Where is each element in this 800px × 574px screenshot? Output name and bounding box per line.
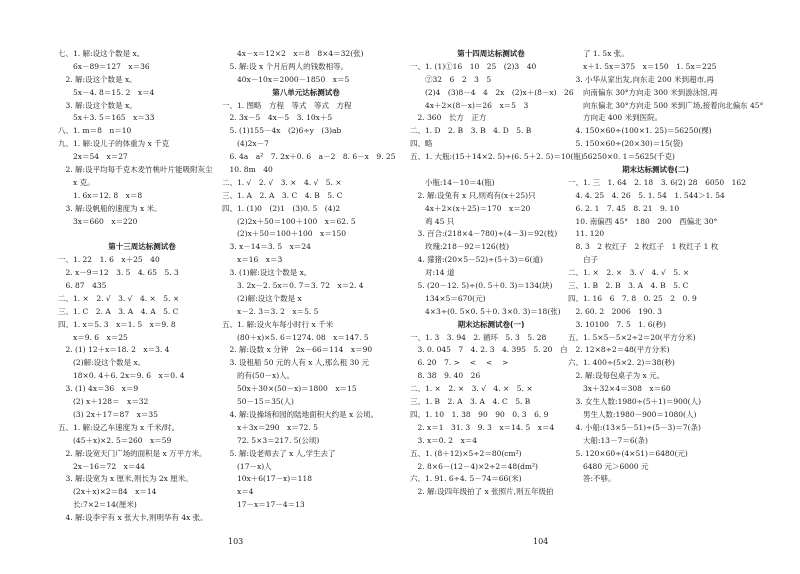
answer-line: 2. x＝1 31. 3 9. 3 x＝14. 5 x＝4 xyxy=(410,422,555,432)
answer-line: 3. (1)解:设这个数是 x。 xyxy=(222,268,312,278)
answer-line: 2. x－9＝12 3. 5 4. 65 5. 3 xyxy=(58,268,179,278)
answer-line: 2. 60. 2 2006 190. 3 xyxy=(568,306,663,316)
answer-line: 五、1. 大瓶:(15＋14×2. 5)÷(6. 5＋2. 5)＝10(瓶) xyxy=(410,152,584,162)
answer-line: 白子 xyxy=(568,255,598,265)
answer-line: 四、1. 16 6 7. 8 0. 25 2 0. 9 xyxy=(568,293,697,303)
page-number-left: 103 xyxy=(228,537,244,546)
answer-line: 5. (20－12. 5)÷(0. 5＋0. 3)＝134(块) xyxy=(410,281,553,291)
answer-line: 3. 女生人数:1980÷(5＋1)＝900(人) xyxy=(568,397,701,407)
answer-line: 向东偏北 30°方向走 500 米到广场,接着向北偏东 45° xyxy=(568,100,764,110)
answer-line: 3. x＝0. 2 x＝4 xyxy=(410,435,478,445)
answer-line: 6. 87 435 xyxy=(58,281,107,291)
answer-line: 8. 3 2 枚红子 2 枚红子 1 枚红子 1 枚 xyxy=(568,242,719,252)
section-heading: 期末达标测试卷(二) xyxy=(622,165,689,175)
answer-line: 三、1. A 2. A 3. C 4. B 5. C xyxy=(222,190,343,200)
answer-line: 17－x＝17－4＝13 xyxy=(222,500,305,510)
answer-line: 九、1. 解:设儿子的体重为 x 千克 xyxy=(58,139,170,149)
answer-line: (80＋x)×5. 6＝1274. 08 x＝147. 5 xyxy=(222,332,369,342)
answer-line: 40x－10x＝2000－1850 x＝5 xyxy=(222,74,350,84)
answer-line: 六、1. 400÷(5×2. 2)＝38(秒) xyxy=(568,358,675,368)
answer-line: 2. 解:设宽天门广场的面积是 x 万平方米。 xyxy=(58,448,207,458)
answer-line: 5x－4. 8＝15. 2 x＝4 xyxy=(58,87,155,97)
answer-line: 四、略 xyxy=(410,139,433,149)
answer-line: (2)解:设这个数是 x xyxy=(222,293,302,303)
answer-line: 2. (1) 12＋x＝18. 2 x＝3. 4 xyxy=(58,345,170,355)
answer-line: 18×0. 4＋6. 2x＝9. 6 x＝0. 4 xyxy=(58,371,185,381)
answer-line: ②32 6 2 3 5 xyxy=(410,74,492,84)
section-heading: 期末达标测试卷(一) xyxy=(457,319,525,329)
answer-line: 一、1. (1)①16 10 25 (2)3 40 xyxy=(410,61,537,71)
answer-line: 4×3÷(0. 5×0. 5＋0. 3×0. 3)＝18(张) xyxy=(410,306,561,316)
answer-line: 三、1. C 2. A 3. A 4. A 5. C xyxy=(58,306,179,316)
answer-line: 三、1. B 2. A 3. A 4. C 5. B xyxy=(410,397,531,407)
answer-line: 6x－89＝127 x＝36 xyxy=(58,61,150,71)
answer-line: 6. 2. 1 7. 45 8. 21 9. 10 xyxy=(568,203,680,213)
answer-line: (2)2x＋50＝100＋100 x＝62. 5 xyxy=(222,216,356,226)
answer-line: 二、1. √ 2. √ 3. × 4. √ 5. × xyxy=(222,177,342,187)
answer-line: 2. 解:设每包桌子为 x 元。 xyxy=(568,371,665,381)
answer-line: 2. 解:设这个数是 x。 xyxy=(58,74,137,84)
answer-line: 了 1. 5x 张。 xyxy=(568,49,629,58)
answer-line: 56250×0. 1＝5625(千克) xyxy=(568,152,675,162)
answer-line: 4. 4. 25 4. 26 5. 1. 54̇ 1. 54̇4＞1. 54 xyxy=(568,190,725,200)
answer-line: 五、1. (8＋12)×5÷2＝80(cm²) xyxy=(410,448,522,458)
answer-line: 10. 8m 40 xyxy=(222,165,273,175)
answer-line: 答:不够。 xyxy=(568,474,616,484)
answer-line: 四、1. x＝5. 3 x＝1. 5 x＝9. 8 xyxy=(58,319,176,329)
answer-line: 4. 150×60÷(100×1. 25)＝56250(棵) xyxy=(568,126,712,136)
answer-line: 小瓶:14－10＝4(瓶) xyxy=(410,177,495,187)
answer-line: x＝9. 6 x＝25 xyxy=(58,332,128,342)
answer-line: 5. 解:设老师去了 x 人,学生去了 xyxy=(222,448,336,458)
answer-line: 七、1. 解:设这个数是 x。 xyxy=(58,49,145,58)
answer-line: (45＋x)×2. 5＝260 x＝59 xyxy=(58,435,172,445)
answer-line: (2)4 (3)8－4 4 2x (2)x＋(8－x) 26 xyxy=(410,87,574,97)
answer-line: 二、1. × 2. √ 3. √ 4. × 5. × xyxy=(58,293,180,303)
answer-line: 五、1. 解:设火车每小时行 x 千米 xyxy=(222,319,334,329)
answer-line: x＋3x＝290 x＝72. 5 xyxy=(222,422,318,432)
section-heading: 第八单元达标测试卷 xyxy=(272,87,340,97)
answer-line: 3. (1) 4x＝36 x＝9 xyxy=(58,384,139,394)
answer-line: 4. 解:设操场和园的陆地面积大约是 x 公顷。 xyxy=(222,409,379,419)
answer-line: 72. 5×3＝217. 5(公顷) xyxy=(222,435,320,445)
answer-line: 3. 2x－2. 5x＝0. 7＝3. 72 x＝2. 4 xyxy=(222,281,364,291)
section-heading: 第十四周达标测试卷 xyxy=(457,49,525,58)
answer-line: 男生人数:1980－900＝1080(人) xyxy=(568,409,697,419)
answer-line: x－2. 3＝3. 2 x＝5. 5 xyxy=(222,306,319,316)
answer-line: 一、1. 三 1. 64 2. 18 3. 6(2) 28 6050 162 xyxy=(568,177,746,187)
answer-line: 2. 8×6－(12－4)×2÷2＝48(dm²) xyxy=(410,461,538,471)
answer-line: 3. 百合:(218×4－780)÷(4－3)＝92(枝) xyxy=(410,229,558,239)
answer-line: 5. (1)155－4x (2)6÷y (3)ab xyxy=(222,126,342,136)
answer-column-4 xyxy=(568,48,764,486)
answer-line: 2. 360 长方 正方 xyxy=(410,113,487,123)
answer-line: 5. 150×60÷(20×30)＝15(袋) xyxy=(568,139,684,149)
answer-line: 六、1. 91. 6÷4. 5－74＝66(米) xyxy=(410,474,522,484)
page-number-right: 104 xyxy=(533,537,549,546)
answer-line: (2)解:设这个数是 x。 xyxy=(58,358,146,368)
answer-line: 3. 0. 045 7 4. 2. 3 4. 395 5. 20 白 xyxy=(410,345,568,355)
answer-line: 4. 獴猪:(20×5－52)÷(5＋3)＝6(道) xyxy=(410,255,543,265)
answer-line: x＋1. 5x＝375 x＝150 1. 5x＝225 xyxy=(568,61,717,71)
answer-line: (4)2x－7 xyxy=(222,139,269,149)
answer-line xyxy=(410,164,572,177)
answer-line: 对:14 道 xyxy=(410,268,455,278)
answer-line: (2)x＋50＝100＋100 x＝150 xyxy=(222,229,347,239)
answer-line: 一、1. 图略 方程 等式 等式 方程 xyxy=(222,100,352,110)
answer-line xyxy=(58,228,216,241)
answer-line: 50x＋30×(50－x)＝1800 x＝15 xyxy=(222,384,357,394)
answer-line: 方向走 400 米到医院。 xyxy=(568,113,663,123)
answer-line: 二、1. × 2. × 3. √ 4. × 5. × xyxy=(410,384,533,394)
answer-line: 3x＋32×4＝308 x＝60 xyxy=(568,384,671,394)
answer-line: 二、1. × 2. × 3. √ 4. √ 5. × xyxy=(568,268,690,278)
answer-line: 50－15＝35(人) xyxy=(222,397,294,407)
answer-line: 三、1. B 2. B 3. A 4. B 5. C xyxy=(568,281,689,291)
answer-line: x 克。 xyxy=(58,177,95,187)
answer-line: 3x＝660 x＝220 xyxy=(58,216,138,226)
answer-line: 3. 解:设这个数是 x。 xyxy=(58,100,137,110)
answer-line: 八、1. m＝8 n＝10 xyxy=(58,126,132,136)
answer-line: 4. 解:设李宇有 x 张大卡,则明华有 4x 张。 xyxy=(58,513,208,523)
answer-line: x＝16 x＝3 xyxy=(222,255,283,265)
answer-line: (2) x＋128＝ x＝32 xyxy=(58,397,149,407)
answer-line: 大船:13－7＝6(条) xyxy=(568,435,648,445)
answer-line: 1. 6x＝12. 8 x＝8 xyxy=(58,190,143,200)
answer-line: 2. 3x－5 4x－5 3. 10x＋5 xyxy=(222,113,333,123)
answer-line: 玫瑰:218－92＝126(枝) xyxy=(410,242,510,252)
answer-column-2 xyxy=(222,48,396,512)
answer-line: 3. 解:设帆船的速度为 x 米。 xyxy=(58,203,162,213)
answer-line: 5. 120×60÷(4×51)＝6480(元) xyxy=(568,448,688,458)
answer-column-1 xyxy=(58,48,216,525)
answer-line: 6480 元＞6000 元 xyxy=(568,461,649,471)
answer-line: 3. 10100 7. 5 1. 6(秒) xyxy=(568,319,666,329)
answer-line: x＝4 xyxy=(222,487,254,497)
answer-line: 3. 小华从家出发,向东走 200 米到超市,再 xyxy=(568,74,714,84)
answer-line: 的有(50－x)人。 xyxy=(222,371,295,381)
answer-line: 2. 12×8÷2＝48(平方分米) xyxy=(568,345,670,355)
answer-line: 8. 38 9. 40 26 xyxy=(410,371,481,381)
answer-line: 10x＋6(17－x)＝118 xyxy=(222,474,312,484)
answer-line: 鸡 45 只 xyxy=(410,216,455,226)
answer-line: 2x－16＝72 x＝44 xyxy=(58,461,145,471)
answer-line: 四、1. (1)0 (2)1 (3)0. 5 (4)2 xyxy=(222,203,341,213)
answer-line: 3. 设租船 50 元的人有 x 人,那么租 30 元 xyxy=(222,358,370,368)
answer-line: (3) 2x＋17＝87 x＝35 xyxy=(58,409,158,419)
answer-line: 5x＋3. 5＝165 x＝33 xyxy=(58,113,155,123)
answer-line: 10. 南偏西 45° 180 200 西偏北 30° xyxy=(568,216,718,226)
answer-line: 11. 120 xyxy=(568,229,605,239)
answer-line: 一、1. 22 1. 6 x＋25 40 xyxy=(58,255,160,265)
answer-line: 2x＝54 x＝27 xyxy=(58,152,128,162)
answer-line: 5. 解:设 x 个月后两人的钱数相等。 xyxy=(222,61,349,71)
answer-line: 2. 解:设四年级拍了 x 张照片,则五年级拍 xyxy=(410,487,554,497)
answer-line: 6. 4a a² 7. 2x＋0. 6 a－2 8. 6－x 9. 25 xyxy=(222,152,396,162)
answer-line: 向南偏东 30°方向走 300 米到游泳馆,再 xyxy=(568,87,718,97)
answer-line: 2. 解:设数 x 分钟 2x－66＝114 x＝90 xyxy=(222,345,373,355)
answer-line: 五、1. 5×5－5×2÷2＝20(平方分米) xyxy=(568,332,696,342)
answer-line: 4x＋2×(x＋25)＝170 x＝20 xyxy=(410,203,531,213)
answer-line: 一、1. 3 3. 94 2. 循环 5. 3 5. 28 xyxy=(410,332,547,342)
answer-line: 五、1. 解:设乙车速度为 x 千米/时。 xyxy=(58,422,180,432)
answer-line: 4x＋2×(8－x)＝26 x＝5 3 xyxy=(410,100,529,110)
answer-line: 2. 解:设平均每千克木麦竹桃叶片能吸附灰尘 xyxy=(58,165,213,175)
answer-line: (17－x)人 xyxy=(222,461,272,471)
answer-line: 6. 20 7. > < < > xyxy=(410,358,519,368)
answer-line: 4x－x＝12×2 x＝8 8×4＝32(张) xyxy=(222,49,364,58)
answer-line: 四、1. 10 1. 38 90 90 0. 3 6. 9 xyxy=(410,409,549,419)
answer-line: 二、1. D 2. B 3. B 4. D 5. B xyxy=(410,126,532,136)
answer-line: 2. 解:设兔有 x 只,则鸡有(x＋25)只 xyxy=(410,190,536,200)
answer-line: 134×5＝670(元) xyxy=(410,293,486,303)
answer-line: 3. 解:设宽为 x 厘米,则长为 2x 厘米。 xyxy=(58,474,193,484)
answer-line: 4. 小船:(13×5－51)÷(5－3)＝7(条) xyxy=(568,422,701,432)
answer-line: (2x＋x)×2＝84 x＝14 xyxy=(58,487,157,497)
answer-line: 3. x－14＝3. 5 x＝24 xyxy=(222,242,311,252)
answer-line: 长:7×2＝14(厘米) xyxy=(58,500,137,510)
section-heading: 第十三周达标测试卷 xyxy=(108,242,176,252)
